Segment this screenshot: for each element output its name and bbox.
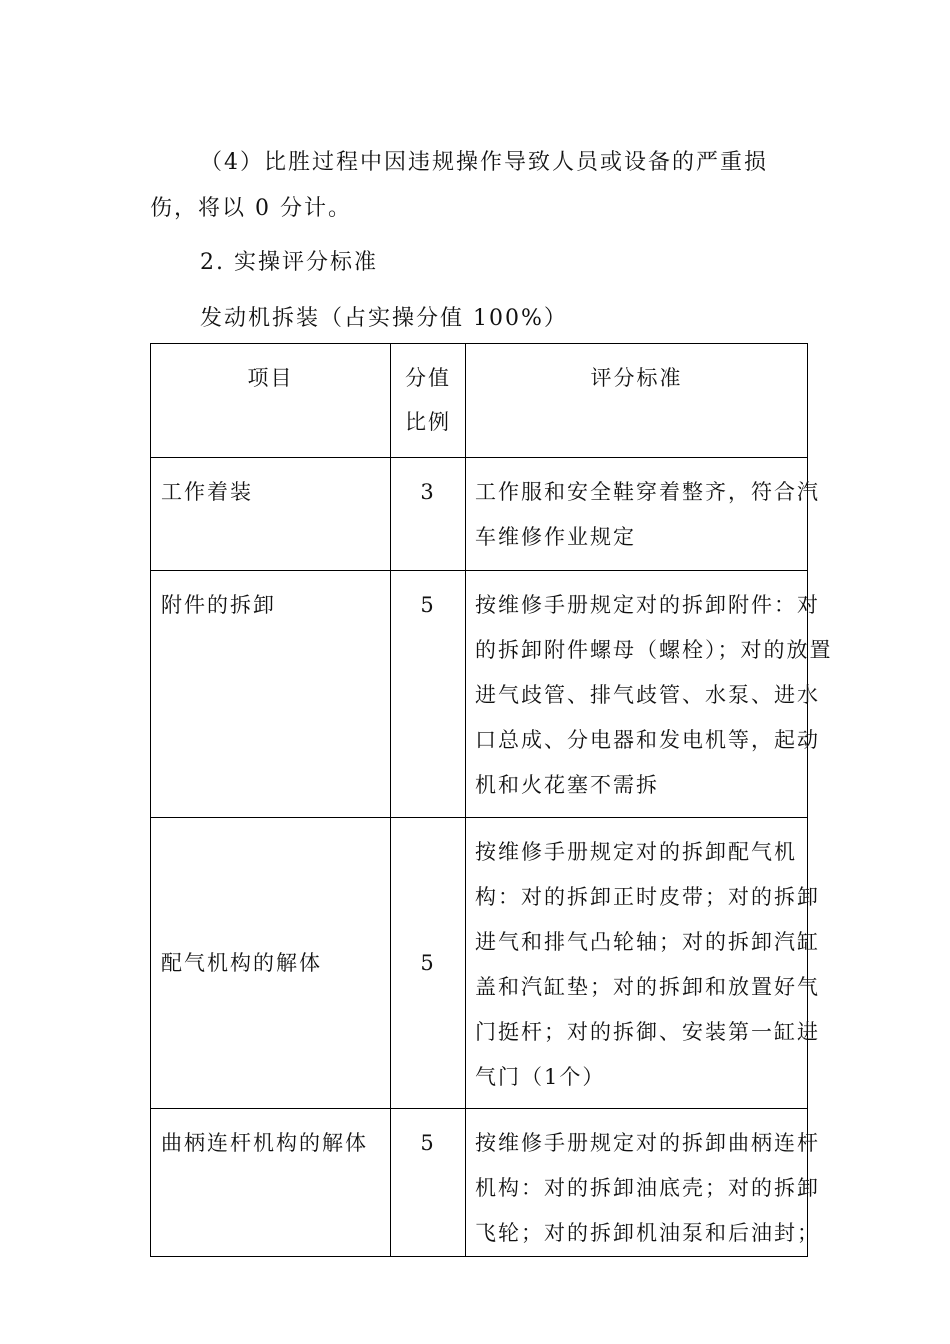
paragraph-penalty-line1: （4）比胜过程中因违规操作导致人员或设备的严重损 <box>200 150 768 175</box>
row-item: 附件的拆卸 <box>151 571 391 818</box>
row-standard-text: 按维修手册规定对的拆卸附件：对的拆卸附件螺母（螺栓）；对的放置进气歧管、排气歧管、水泵、进水口总成、分电器和发电机等，起动机和火花塞不需拆 <box>475 593 833 797</box>
header-score-line2: 比例 <box>405 410 451 434</box>
table-row <box>151 1109 808 1257</box>
row-standard-text: 工作服和安全鞋穿着整齐，符合汽车维修作业规定 <box>475 480 820 549</box>
row-standard <box>466 571 833 818</box>
row-standard-text: 按维修手册规定对的拆卸曲柄连杆机构：对的拆卸油底壳；对的拆卸飞轮；对的拆卸机油泵和后油封； <box>475 1131 820 1245</box>
row-score: 5 <box>391 1109 466 1257</box>
table-row <box>151 458 808 571</box>
section-heading: 2. 实操评分标准 <box>200 250 378 275</box>
row-score: 5 <box>391 571 466 818</box>
scoring-table <box>150 343 833 1257</box>
row-score: 5 <box>391 818 466 1109</box>
row-standard <box>466 458 820 571</box>
row-score: 3 <box>391 458 466 571</box>
row-item: 工作着装 <box>151 458 391 571</box>
header-standard: 评分标准 <box>466 344 808 458</box>
row-item: 配气机构的解体 <box>151 818 391 1109</box>
header-score-line1: 分值 <box>405 366 451 390</box>
row-standard <box>466 1109 820 1257</box>
table-caption: 发动机拆装（占实操分值 100%） <box>200 306 568 331</box>
row-item: 曲柄连杆机构的解体 <box>151 1109 391 1257</box>
paragraph-penalty-line2: 伤，将以 0 分计。 <box>150 196 352 221</box>
header-item: 项目 <box>151 344 391 458</box>
table-row <box>151 571 808 818</box>
table-header-row <box>151 344 808 458</box>
row-standard <box>466 818 820 1109</box>
table-row <box>151 818 808 1109</box>
header-score <box>391 344 466 458</box>
row-standard-text: 按维修手册规定对的拆卸配气机构：对的拆卸正时皮带；对的拆卸进气和排气凸轮轴；对的拆卸汽缸盖和汽缸垫；对的拆卸和放置好气门挺杆；对的拆御、安装第一缸进气门（1个） <box>475 840 820 1089</box>
